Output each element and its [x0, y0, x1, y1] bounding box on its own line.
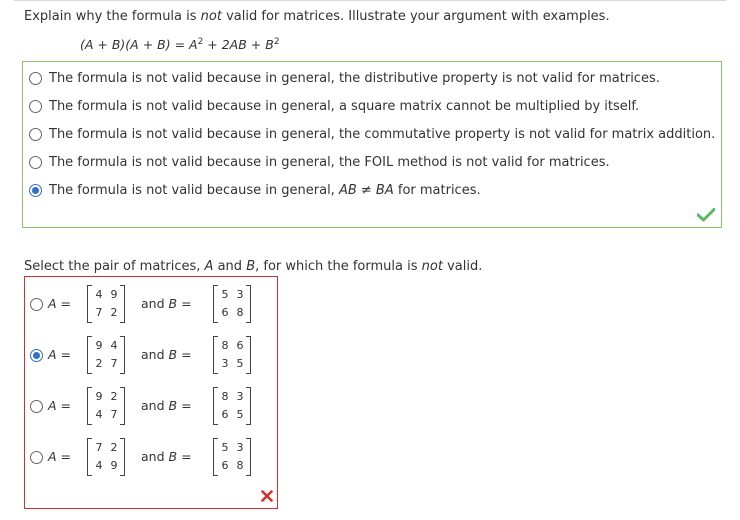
matrix-cell: 4 [95, 459, 103, 472]
matrix-a [87, 387, 125, 425]
matrix-a-label: A = [48, 449, 71, 464]
matrix-b [213, 336, 251, 374]
option-label: The formula is not valid because in general, AB ≠ BA for matrices. [49, 182, 481, 198]
option-1[interactable] [29, 68, 660, 88]
matrix-a-label: A = [48, 347, 71, 362]
matrix-cell: 9 [95, 339, 103, 352]
and-label: and B = [141, 296, 192, 311]
matrix-cell: 2 [110, 306, 118, 319]
radio-button[interactable] [30, 400, 43, 413]
matrix-a-label: A = [48, 296, 71, 311]
matrix-cell: 8 [221, 339, 229, 352]
radio-button-selected[interactable] [30, 349, 43, 362]
matrix-cell: 5 [221, 441, 229, 454]
formula: $(A + B)(A + B) = A^2 + 2AB + B^2$ [80, 37, 280, 53]
option-label: The formula is not valid because in general, the FOIL method is not valid for matrices. [49, 154, 610, 170]
top-divider [14, 0, 726, 1]
matrix-a [87, 336, 125, 374]
matrix-cell: 8 [221, 390, 229, 403]
matrix-cell: 5 [236, 357, 244, 370]
matrix-cell: 4 [95, 288, 103, 301]
question2-prompt: Select the pair of matrices, A and B, for which the formula is not valid. [24, 259, 483, 274]
radio-button[interactable] [29, 156, 42, 169]
answer-box-1 [22, 61, 722, 228]
matrix-cell: 9 [95, 390, 103, 403]
matrix-cell: 2 [110, 390, 118, 403]
matrix-cell: 9 [110, 459, 118, 472]
option-label: The formula is not valid because in general, the distributive property is not valid for matrices. [49, 70, 660, 86]
radio-button[interactable] [30, 298, 43, 311]
cross-icon [261, 490, 273, 502]
matrix-a [87, 285, 125, 323]
matrix-cell: 5 [221, 288, 229, 301]
radio-button[interactable] [29, 128, 42, 141]
radio-button[interactable] [29, 72, 42, 85]
option-3[interactable] [29, 124, 715, 144]
and-label: and B = [141, 398, 192, 413]
check-icon [697, 208, 715, 222]
matrix-cell: 4 [95, 408, 103, 421]
matrix-cell: 7 [95, 306, 103, 319]
radio-button[interactable] [30, 451, 43, 464]
matrix-cell: 3 [236, 288, 244, 301]
matrix-cell: 6 [236, 339, 244, 352]
radio-button-selected[interactable] [29, 184, 42, 197]
matrix-choice-1[interactable] [30, 284, 270, 324]
option-2[interactable] [29, 96, 639, 116]
matrix-cell: 4 [110, 339, 118, 352]
matrix-cell: 8 [236, 306, 244, 319]
option-5[interactable] [29, 180, 481, 200]
matrix-b [213, 285, 251, 323]
matrix-cell: 7 [110, 357, 118, 370]
matrix-b [213, 387, 251, 425]
option-label: The formula is not valid because in general, a square matrix cannot be multiplied by itself. [49, 98, 640, 114]
matrix-cell: 6 [221, 408, 229, 421]
matrix-cell: 3 [221, 357, 229, 370]
matrix-cell: 7 [110, 408, 118, 421]
option-4[interactable] [29, 152, 610, 172]
and-label: and B = [141, 449, 192, 464]
matrix-cell: 3 [236, 441, 244, 454]
matrix-choice-2[interactable] [30, 335, 270, 375]
answer-box-2 [24, 276, 278, 509]
radio-button[interactable] [29, 100, 42, 113]
matrix-choice-3[interactable] [30, 386, 270, 426]
option-label: The formula is not valid because in general, the commutative property is not valid for matrix addition. [49, 126, 716, 142]
matrix-cell: 2 [110, 441, 118, 454]
matrix-cell: 7 [95, 441, 103, 454]
matrix-cell: 3 [236, 390, 244, 403]
matrix-a [87, 438, 125, 476]
question1-prompt: Explain why the formula is not valid for matrices. Illustrate your argument with examples. [24, 9, 610, 24]
matrix-cell: 8 [236, 459, 244, 472]
matrix-cell: 6 [221, 306, 229, 319]
and-label: and B = [141, 347, 192, 362]
matrix-a-label: A = [48, 398, 71, 413]
matrix-cell: 6 [221, 459, 229, 472]
matrix-cell: 5 [236, 408, 244, 421]
matrix-choice-4[interactable] [30, 437, 270, 477]
matrix-cell: 9 [110, 288, 118, 301]
matrix-b [213, 438, 251, 476]
matrix-cell: 2 [95, 357, 103, 370]
